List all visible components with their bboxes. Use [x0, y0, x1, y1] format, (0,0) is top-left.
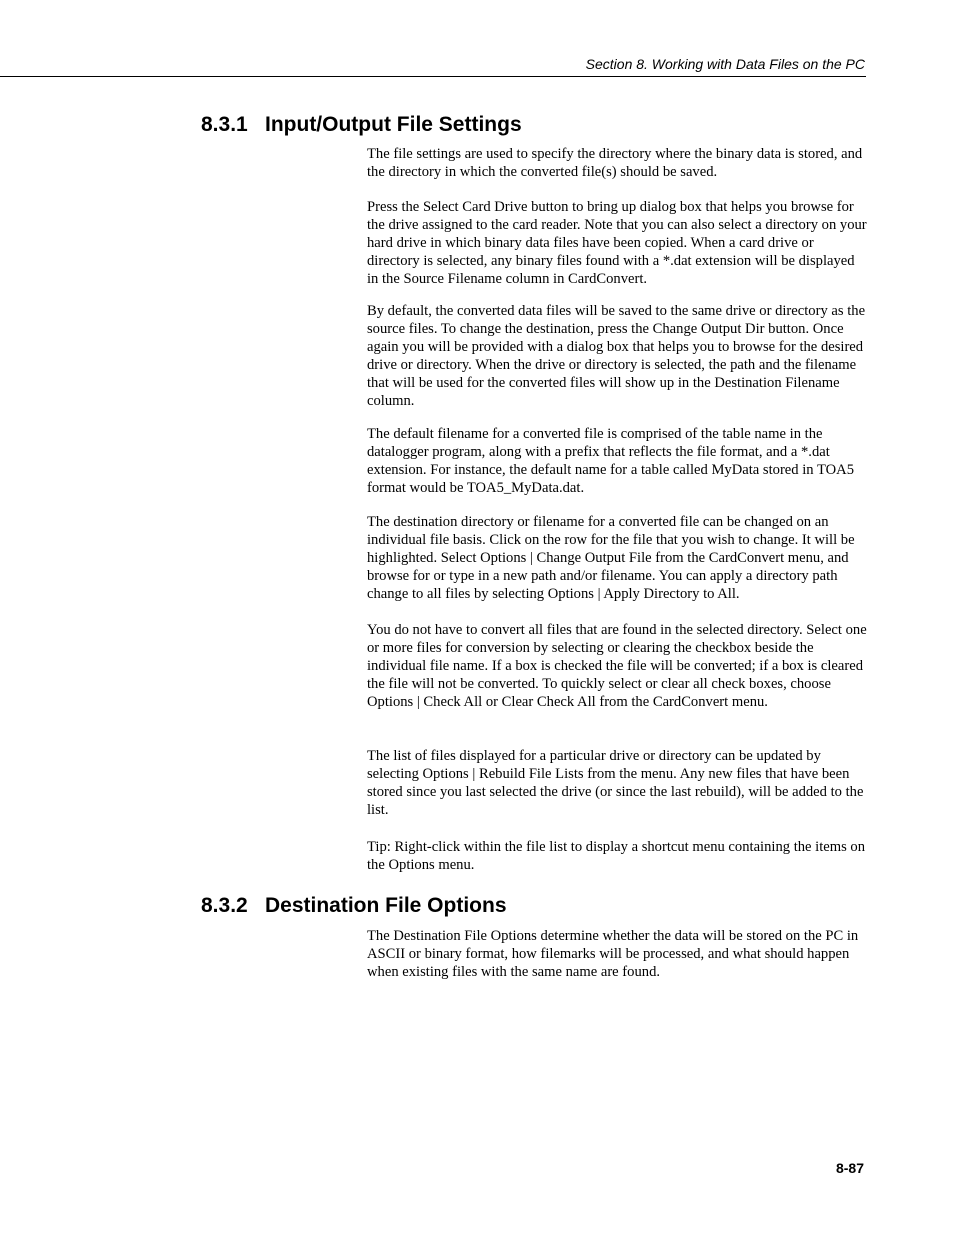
paragraph: The list of files displayed for a particular drive or directory can be updated by selecting Options | Rebuild File Lists from the menu. Any new files that have been stored since you last selected the drive (or since the last rebuild), will be added to the list. [367, 748, 864, 818]
section-number: 8.3.1 [201, 113, 248, 136]
paragraph-block [367, 747, 867, 819]
paragraph-block [367, 513, 867, 603]
section-number: 8.3.2 [201, 894, 248, 917]
running-header: Section 8. Working with Data Files on the PC [585, 56, 865, 72]
section-title: Destination File Options [265, 894, 507, 917]
page-number: 8-87 [835, 1160, 864, 1176]
paragraph: By default, the converted data files will be saved to the same drive or directory as the source files. To change the destination, press the Change Output Dir button. Once again you will be provided with a dialog box that helps you to browse for the desired drive or directory. When the drive or directory is selected, the path and the filename that will be used for the converted files will show up in the Destination Filename column. [367, 303, 866, 409]
header-rule [0, 76, 866, 77]
section-title: Input/Output File Settings [265, 113, 522, 136]
paragraph-block [367, 621, 867, 711]
paragraph: The destination directory or filename for a converted file can be changed on an individual file basis. Click on the row for the file that you wish to change. It will be highlighted. Select Options | Change Output File from the CardConvert menu, and browse for or type in a new path and/or filename. You can apply a directory path change to all files by selecting Options | Apply Directory to All. [367, 514, 855, 602]
paragraph: The file settings are used to specify the directory where the binary data is stored, and the directory in which the converted file(s) should be saved. [367, 146, 863, 180]
paragraph: Tip: Right-click within the file list to display a shortcut menu containing the items on the Options menu. [367, 839, 866, 873]
paragraph: You do not have to convert all files that are found in the selected directory. Select one or more files for conversion by selecting or clearing the checkbox beside the individual file name. If a box is checked the file will be converted; if a box is cleared the file will not be converted. To quickly select or clear all check boxes, choose Options | Check All or Clear Check All from the CardConvert menu. [367, 622, 867, 710]
paragraph-block [367, 927, 867, 981]
paragraph: The Destination File Options determine whether the data will be stored on the PC in ASCII or binary format, how filemarks will be processed, and what should happen when existing files with the same name are found. [367, 928, 859, 980]
paragraph-block [367, 838, 867, 874]
paragraph-block [367, 198, 867, 288]
section-heading-8-3-1 [201, 113, 522, 137]
paragraph: Press the Select Card Drive button to bring up dialog box that helps you browse for the drive assigned to the card reader. Note that you can also select a directory on your hard drive in which binary data files have been copied. When a card drive or directory is selected, any binary files found with a *.dat extension will be displayed in the Source Filename column in CardConvert. [367, 199, 867, 287]
paragraph-block [367, 425, 867, 497]
paragraph-block [367, 145, 867, 181]
paragraph: The default filename for a converted file is comprised of the table name in the datalogger program, along with a prefix that reflects the file format, and a *.dat extension. For instance, the default name for a table called MyData stored in TOA5 format would be TOA5_MyData.dat. [367, 426, 854, 496]
section-heading-8-3-2 [201, 894, 507, 918]
paragraph-block [367, 302, 867, 410]
